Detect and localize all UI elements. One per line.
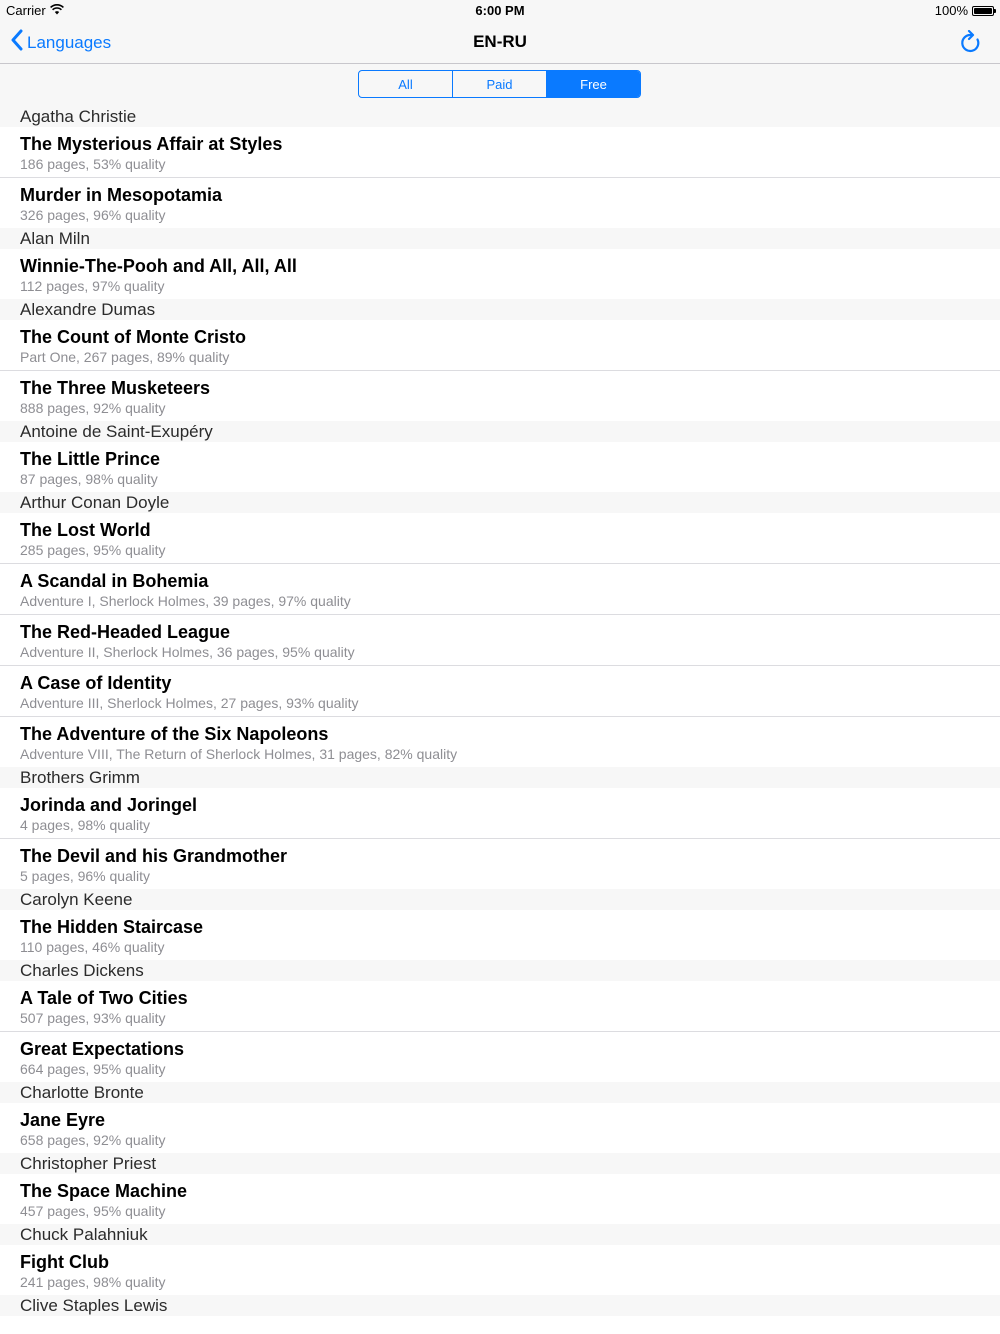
book-details: 5 pages, 96% quality xyxy=(20,868,150,884)
section-header: Charles Dickens xyxy=(0,960,1000,981)
section-header: Antoine de Saint-Exupéry xyxy=(0,421,1000,442)
book-row[interactable] xyxy=(0,1103,1000,1153)
filter-segmented-control xyxy=(358,70,641,98)
segment-free[interactable]: Free xyxy=(546,71,640,97)
section-header: Clive Staples Lewis xyxy=(0,1295,1000,1316)
battery-fill xyxy=(974,8,992,14)
section-header: Christopher Priest xyxy=(0,1153,1000,1174)
battery-icon xyxy=(972,6,994,16)
book-details: 112 pages, 97% quality xyxy=(20,278,165,294)
book-title: A Scandal in Bohemia xyxy=(20,571,209,591)
book-row[interactable] xyxy=(0,249,1000,299)
book-title: The Lost World xyxy=(20,520,151,540)
book-title: Great Expectations xyxy=(20,1039,185,1059)
navigation-bar xyxy=(0,22,1000,64)
book-details: 110 pages, 46% quality xyxy=(20,939,165,955)
section-header: Agatha Christie xyxy=(0,106,1000,127)
book-row[interactable] xyxy=(0,178,1000,228)
book-title: Winnie-The-Pooh and All, All, All xyxy=(20,256,297,276)
book-row[interactable] xyxy=(0,1032,1000,1082)
book-title: The Mysterious Affair at Styles xyxy=(20,134,283,154)
status-bar xyxy=(0,0,1000,22)
book-details: 507 pages, 93% quality xyxy=(20,1010,166,1026)
book-details: 4 pages, 98% quality xyxy=(20,817,150,833)
carrier-label: Carrier xyxy=(6,3,46,18)
book-title: The Space Machine xyxy=(20,1181,188,1201)
book-row[interactable] xyxy=(0,910,1000,960)
section-header: Carolyn Keene xyxy=(0,889,1000,910)
book-row[interactable] xyxy=(0,442,1000,492)
book-title: The Adventure of the Six Napoleons xyxy=(20,724,329,744)
book-details: 326 pages, 96% quality xyxy=(20,207,166,223)
book-details: 658 pages, 92% quality xyxy=(20,1132,166,1148)
book-title: Murder in Mesopotamia xyxy=(20,185,223,205)
book-row[interactable] xyxy=(0,513,1000,564)
section-header: Brothers Grimm xyxy=(0,767,1000,788)
book-title: The Hidden Staircase xyxy=(20,917,204,937)
book-details: Part One, 267 pages, 89% quality xyxy=(20,349,230,365)
book-details: 186 pages, 53% quality xyxy=(20,156,166,172)
book-row[interactable] xyxy=(0,666,1000,717)
book-title: The Little Prince xyxy=(20,449,161,469)
book-row[interactable] xyxy=(0,717,1000,767)
book-row[interactable] xyxy=(0,839,1000,889)
book-title: The Three Musketeers xyxy=(20,378,211,398)
book-row[interactable] xyxy=(0,981,1000,1032)
book-row[interactable] xyxy=(0,127,1000,178)
book-row[interactable] xyxy=(0,1245,1000,1295)
back-button-label: Languages xyxy=(27,32,112,52)
battery-percent: 100% xyxy=(934,3,968,18)
section-header: Charlotte Bronte xyxy=(0,1082,1000,1103)
book-row[interactable] xyxy=(0,371,1000,421)
section-header: Arthur Conan Doyle xyxy=(0,492,1000,513)
book-details: Adventure VIII, The Return of Sherlock Holmes, 31 pages, 82% quality xyxy=(20,746,458,762)
segment-all[interactable]: All xyxy=(398,76,413,92)
section-header: Chuck Palahniuk xyxy=(0,1224,1000,1245)
filter-bar xyxy=(0,64,1000,106)
book-row[interactable] xyxy=(0,615,1000,666)
book-details: 285 pages, 95% quality xyxy=(20,542,166,558)
section-header: Alan Miln xyxy=(0,228,1000,249)
book-title: Jorinda and Joringel xyxy=(20,795,198,815)
book-title: The Red-Headed League xyxy=(20,622,231,642)
book-title: Fight Club xyxy=(20,1252,109,1272)
book-title: A Case of Identity xyxy=(20,673,172,693)
book-details: 664 pages, 95% quality xyxy=(20,1061,166,1077)
book-details: 87 pages, 98% quality xyxy=(20,471,158,487)
book-details: Adventure III, Sherlock Holmes, 27 pages, 93% quality xyxy=(20,695,359,711)
status-time: 6:00 PM xyxy=(475,3,525,18)
book-row[interactable] xyxy=(0,320,1000,371)
page-title: EN-RU xyxy=(473,32,527,51)
book-title: The Devil and his Grandmother xyxy=(20,846,288,866)
book-details: 888 pages, 92% quality xyxy=(20,400,166,416)
book-details: 457 pages, 95% quality xyxy=(20,1203,166,1219)
book-row[interactable] xyxy=(0,564,1000,615)
book-title: The Count of Monte Cristo xyxy=(20,327,246,347)
book-details: Adventure I, Sherlock Holmes, 39 pages, 97% quality xyxy=(20,593,351,609)
battery-group xyxy=(935,3,994,18)
book-title: Jane Eyre xyxy=(20,1110,106,1130)
refresh-icon xyxy=(960,41,982,58)
book-title: A Tale of Two Cities xyxy=(20,988,188,1008)
segment-paid[interactable]: Paid xyxy=(452,71,546,97)
book-row[interactable] xyxy=(0,788,1000,839)
book-list xyxy=(0,106,1000,1316)
book-details: Adventure II, Sherlock Holmes, 36 pages, 95% quality xyxy=(20,644,355,660)
book-details: 241 pages, 98% quality xyxy=(20,1274,166,1290)
section-header: Alexandre Dumas xyxy=(0,299,1000,320)
book-row[interactable] xyxy=(0,1174,1000,1224)
refresh-button[interactable] xyxy=(960,30,982,59)
